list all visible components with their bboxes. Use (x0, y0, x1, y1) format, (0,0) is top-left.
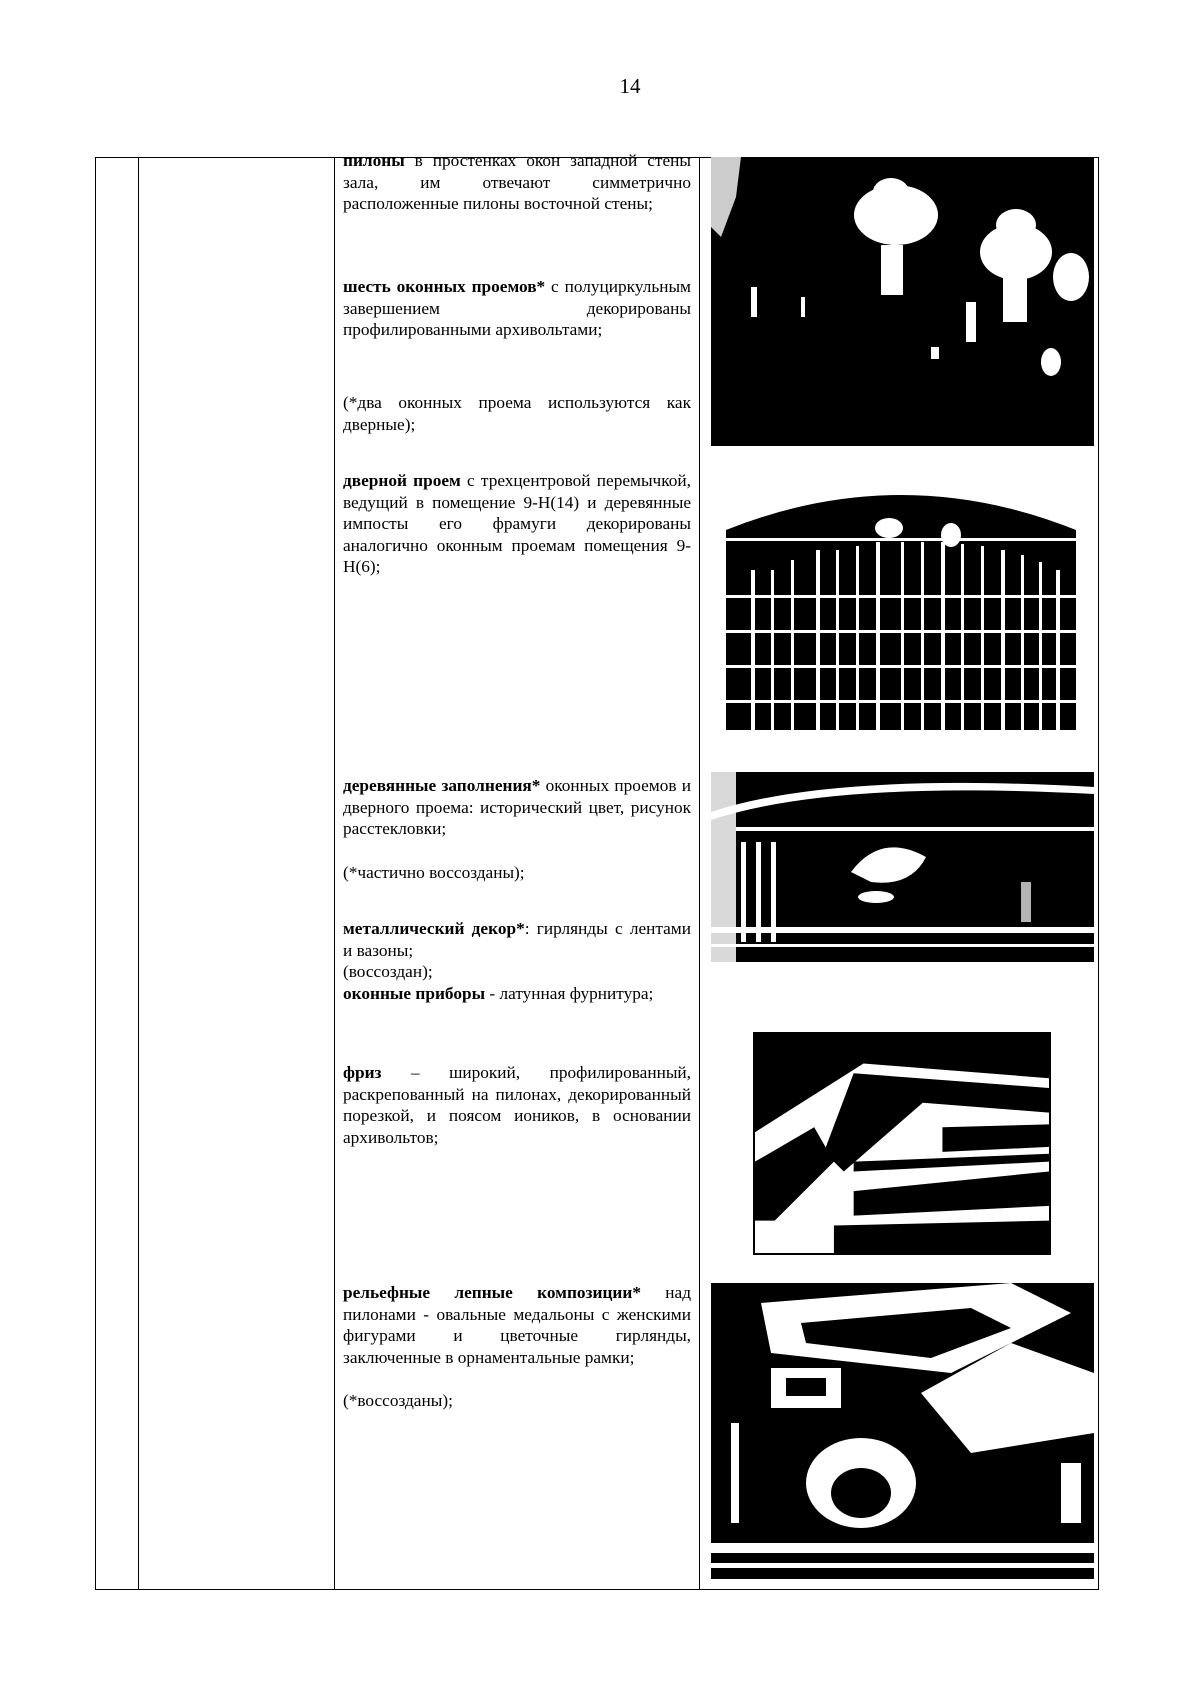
entry-door-opening: дверной проем с трехцентровой перемычкой, ведущий в помещение 9-Н(14) и деревянные импосты его фрамуги декорированы аналогично оконным проемам помещения 9-Н(6); (343, 471, 691, 577)
entry-note-recreated: (воссоздан); (343, 962, 433, 981)
entry-stucco-compositions: рельефные лепные композиции* над пилонами - овальные медальоны с женскими фигурами и цветочные гирлянды, заключенные в орнаментальные рамки; (343, 1283, 691, 1367)
photo-stucco-relief (711, 1283, 1094, 1579)
photo-frieze (753, 1032, 1051, 1255)
photo-arched-window (711, 480, 1094, 742)
entry-window-hardware: оконные приборы - латунная фурнитура; (343, 984, 654, 1003)
page-number: 14 (619, 74, 641, 98)
entry-window-openings: шесть оконных проемов* с полуциркульным завершением декорированы профилированными архивольтами; (343, 277, 691, 340)
entry-note-partial: (*частично воссозданы); (343, 863, 525, 882)
column-divider-2 (334, 158, 335, 1589)
entry-wooden-fill: деревянные заполнения* оконных проемов и дверного проема: исторический цвет, рисунок расстекловки; (343, 776, 692, 839)
photo-chandeliers (711, 157, 1094, 446)
entry-note-recreated-plural: (*воссозданы); (343, 1391, 453, 1410)
entry-note-doors: (*два оконных проема используются как дверные); (343, 393, 691, 434)
entry-frieze: фриз – широкий, профилированный, раскрепованный на пилонах, декорированный порезкой, и поясом иоников, в основании архивольтов; (343, 1063, 691, 1147)
column-divider-1 (138, 158, 139, 1589)
column-divider-3 (699, 158, 700, 1589)
entry-metal-decor: металлический декор*: гирлянды с лентами и вазоны; (343, 919, 691, 960)
entry-pylons: пилоны в простенках окон западной стены зала, им отвечают симметрично расположенные пилоны восточной стены; (343, 151, 691, 214)
photo-window-fill (711, 772, 1094, 962)
description-table (95, 151, 1099, 1590)
